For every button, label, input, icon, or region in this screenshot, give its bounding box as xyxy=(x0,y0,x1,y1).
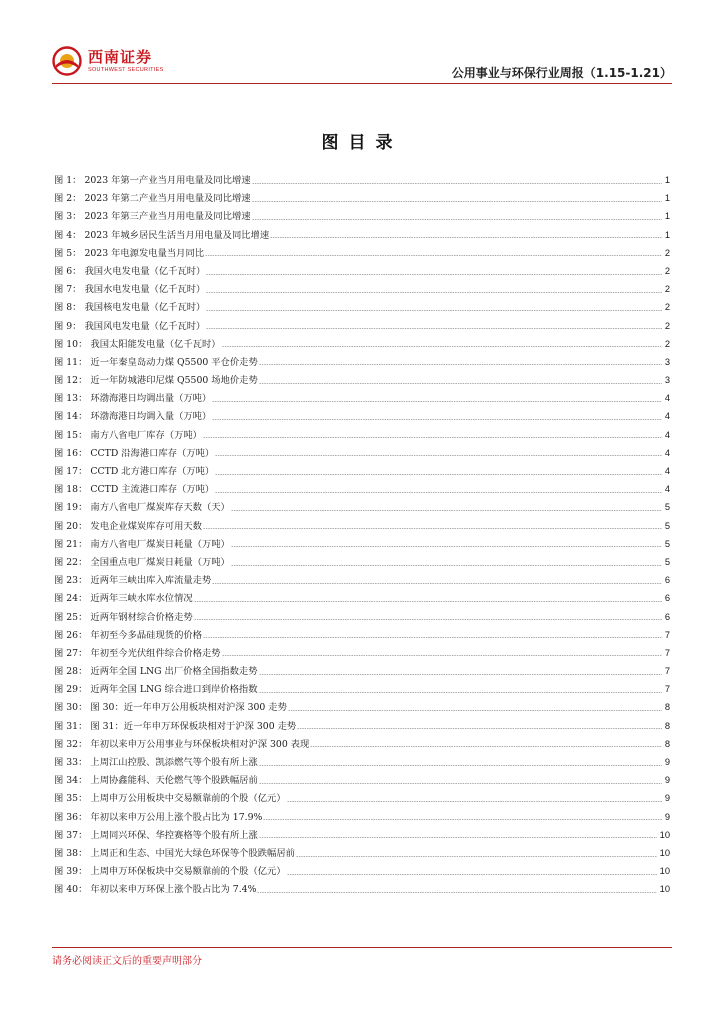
toc-entry[interactable] xyxy=(54,517,670,535)
toc-entry[interactable] xyxy=(54,644,670,662)
toc-dot-leader xyxy=(222,655,662,656)
toc-dot-leader xyxy=(263,819,661,820)
toc-dot-leader xyxy=(287,874,657,875)
toc-entry[interactable] xyxy=(54,608,670,626)
toc-figure-number: 图 16： xyxy=(54,447,88,459)
toc-dot-leader xyxy=(252,183,662,184)
toc-page-number: 4 xyxy=(664,484,670,495)
toc-dot-leader xyxy=(212,583,662,584)
toc-entry[interactable] xyxy=(54,589,670,607)
toc-figure-title: 我国太阳能发电量（亿千瓦时） xyxy=(90,338,221,350)
toc-figure-title: 发电企业煤炭库存可用天数 xyxy=(90,520,202,532)
toc-dot-leader xyxy=(257,892,656,893)
toc-entry[interactable] xyxy=(54,844,670,862)
toc-dot-leader xyxy=(231,510,662,511)
toc-figure-title: 我国风电发电量（亿千瓦时） xyxy=(84,320,206,332)
toc-figure-number: 图 24： xyxy=(54,593,88,605)
toc-figure-number: 图 18： xyxy=(54,484,88,496)
toc-figure-number: 图 2： xyxy=(54,193,82,205)
toc-figure-number: 图 39： xyxy=(54,866,88,878)
toc-dot-leader xyxy=(203,528,662,529)
toc-figure-number: 图 38： xyxy=(54,847,88,859)
toc-entry[interactable] xyxy=(54,753,670,771)
toc-figure-title: 近两年全国 LNG 出厂价格全国指数走势 xyxy=(90,666,258,678)
toc-entry[interactable] xyxy=(54,553,670,571)
toc-page-number: 5 xyxy=(664,502,670,513)
toc-figure-title: 上周申万环保板块中交易额靠前的个股（亿元） xyxy=(90,866,286,878)
toc-page-number: 1 xyxy=(664,229,670,240)
toc-figure-number: 图 8： xyxy=(54,302,82,314)
toc-figure-title: 南方八省电厂煤炭日耗量（万吨） xyxy=(90,538,230,550)
toc-entry[interactable] xyxy=(54,226,670,244)
logo-chinese-name: 西南证券 xyxy=(88,47,153,66)
toc-figure-title: 近两年三峡水库水位情况 xyxy=(90,593,193,605)
toc-figure-number: 图 1： xyxy=(54,175,82,186)
toc-page-number: 6 xyxy=(664,611,670,622)
toc-entry[interactable] xyxy=(54,207,670,225)
toc-entry[interactable] xyxy=(54,735,670,753)
toc-figure-title: 图 30：近一年申万公用板块相对沪深 300 走势 xyxy=(90,702,287,714)
toc-dot-leader xyxy=(206,310,661,311)
toc-entry[interactable] xyxy=(54,317,670,335)
company-logo xyxy=(52,44,164,78)
toc-figure-number: 图 6： xyxy=(54,265,82,277)
toc-entry[interactable] xyxy=(54,189,670,207)
footer-disclaimer: 请务必阅读正文后的重要声明部分 xyxy=(52,956,202,967)
toc-figure-title: CCTD 北方港口库存（万吨） xyxy=(90,466,215,477)
toc-figure-title: 年初至今多晶硅现货的价格 xyxy=(90,629,202,641)
toc-entry[interactable] xyxy=(54,353,670,371)
toc-entry[interactable] xyxy=(54,371,670,389)
toc-page-number: 5 xyxy=(664,556,670,567)
toc-figure-number: 图 34： xyxy=(54,775,88,787)
toc-entry[interactable] xyxy=(54,626,670,644)
toc-dot-leader xyxy=(203,637,662,638)
toc-dot-leader xyxy=(231,565,662,566)
toc-page-number: 10 xyxy=(659,866,670,877)
toc-page-number: 8 xyxy=(664,720,670,731)
toc-dot-leader xyxy=(296,856,657,857)
toc-dot-leader xyxy=(206,292,661,293)
toc-figure-title: 上周申万公用板块中交易额靠前的个股（亿元） xyxy=(90,793,286,805)
toc-figure-title: CCTD 主流港口库存（万吨） xyxy=(90,484,215,496)
toc-figure-number: 图 7： xyxy=(54,284,82,296)
toc-entry[interactable] xyxy=(54,789,670,807)
toc-page-number: 2 xyxy=(664,302,670,313)
toc-dot-leader xyxy=(259,692,662,693)
toc-figure-title: CCTD 沿海港口库存（万吨） xyxy=(90,447,215,459)
toc-entry[interactable] xyxy=(54,680,670,698)
toc-figure-number: 图 29： xyxy=(54,684,88,696)
toc-page-number: 6 xyxy=(664,593,670,604)
toc-figure-title: 我国核电发电量（亿千瓦时） xyxy=(84,302,206,314)
toc-dot-leader xyxy=(206,328,661,329)
report-header-title: 公用事业与环保行业周报（1.15-1.21） xyxy=(451,66,672,80)
toc-figure-number: 图 17： xyxy=(54,466,88,477)
toc-dot-leader xyxy=(212,401,662,402)
toc-page-number: 5 xyxy=(664,538,670,549)
logo-wordmark xyxy=(88,49,164,74)
toc-figure-title: 我国水电发电量（亿千瓦时） xyxy=(84,284,206,296)
toc-entry[interactable] xyxy=(54,280,670,298)
toc-dot-leader xyxy=(288,710,662,711)
toc-dot-leader xyxy=(231,546,662,547)
toc-figure-number: 图 5： xyxy=(54,247,82,259)
figure-table-of-contents xyxy=(54,171,670,899)
toc-page-number: 4 xyxy=(664,466,670,476)
logo-english-name: SOUTHWEST SECURITIES xyxy=(88,66,164,73)
toc-page-number: 5 xyxy=(664,520,670,531)
toc-figure-number: 图 36： xyxy=(54,811,88,823)
toc-entry[interactable] xyxy=(54,880,670,898)
toc-entry[interactable] xyxy=(54,826,670,844)
toc-figure-title: 年初以来申万公用上涨个股占比为 17.9% xyxy=(90,811,263,823)
toc-figure-title: 年初以来申万环保上涨个股占比为 7.4% xyxy=(90,884,257,896)
toc-entry[interactable] xyxy=(54,808,670,826)
toc-figure-number: 图 23： xyxy=(54,575,88,587)
toc-figure-title: 南方八省电厂库存（万吨） xyxy=(90,429,202,441)
toc-figure-number: 图 9： xyxy=(54,320,82,332)
toc-page-number: 2 xyxy=(664,320,670,331)
toc-entry[interactable] xyxy=(54,662,670,680)
toc-figure-title: 2023 年城乡居民生活当月用电量及同比增速 xyxy=(84,229,270,241)
toc-dot-leader xyxy=(259,364,662,365)
toc-figure-number: 图 13： xyxy=(54,393,88,405)
toc-entry[interactable] xyxy=(54,171,670,189)
toc-dot-leader xyxy=(215,474,662,475)
toc-entry[interactable] xyxy=(54,571,670,589)
toc-page-number: 2 xyxy=(664,338,670,349)
toc-dot-leader xyxy=(259,837,657,838)
toc-entry[interactable] xyxy=(54,444,670,462)
toc-page-number: 3 xyxy=(664,375,670,386)
toc-figure-number: 图 4： xyxy=(54,229,82,241)
toc-figure-number: 图 37： xyxy=(54,829,88,841)
toc-figure-number: 图 32： xyxy=(54,738,88,750)
toc-page-number: 9 xyxy=(664,757,670,767)
toc-figure-number: 图 15： xyxy=(54,429,88,441)
toc-figure-title: 环渤海港日均调入量（万吨） xyxy=(90,411,212,423)
toc-entry[interactable] xyxy=(54,698,670,716)
toc-figure-number: 图 20： xyxy=(54,520,88,532)
toc-page-number: 9 xyxy=(664,793,670,804)
toc-figure-number: 图 21： xyxy=(54,538,88,550)
toc-figure-title: 年初以来申万公用事业与环保板块相对沪深 300 表现 xyxy=(90,738,310,750)
toc-figure-title: 近一年防城港印尼煤 Q5500 场地价走势 xyxy=(90,375,258,387)
toc-page-number: 1 xyxy=(664,193,670,204)
toc-dot-leader xyxy=(252,219,662,220)
toc-dot-leader xyxy=(310,746,662,747)
toc-figure-number: 图 27： xyxy=(54,647,88,659)
toc-figure-number: 图 3： xyxy=(54,211,82,223)
toc-entry[interactable] xyxy=(54,771,670,789)
toc-entry[interactable] xyxy=(54,244,670,262)
toc-dot-leader xyxy=(287,801,662,802)
toc-figure-title: 近两年全国 LNG 综合进口到岸价格指数 xyxy=(90,684,258,696)
page-title: 图目录 xyxy=(321,133,403,153)
toc-figure-title: 上周协鑫能科、天伦燃气等个股跌幅居前 xyxy=(90,775,258,787)
toc-page-number: 2 xyxy=(664,284,670,295)
toc-figure-title: 全国重点电厂煤炭日耗量（万吨） xyxy=(90,556,230,568)
toc-figure-title: 近两年三峡出库入库流量走势 xyxy=(90,575,212,587)
toc-dot-leader xyxy=(194,601,662,602)
toc-dot-leader xyxy=(259,765,662,766)
toc-figure-title: 上周同兴环保、华控赛格等个股有所上涨 xyxy=(90,829,258,841)
toc-dot-leader xyxy=(194,619,662,620)
toc-figure-title: 2023 年第二产业当月用电量及同比增速 xyxy=(84,193,251,205)
toc-figure-number: 图 30： xyxy=(54,702,88,714)
toc-figure-number: 图 10： xyxy=(54,338,88,350)
toc-figure-number: 图 35： xyxy=(54,793,88,805)
toc-dot-leader xyxy=(297,728,662,729)
toc-entry[interactable] xyxy=(54,407,670,425)
toc-figure-number: 图 25： xyxy=(54,611,88,623)
toc-entry[interactable] xyxy=(54,717,670,735)
toc-page-number: 1 xyxy=(664,211,670,222)
toc-figure-number: 图 22： xyxy=(54,556,88,568)
toc-figure-number: 图 14： xyxy=(54,411,88,423)
toc-figure-title: 年初至今光伏组件综合价格走势 xyxy=(90,647,221,659)
toc-figure-number: 图 33： xyxy=(54,757,88,768)
toc-entry[interactable] xyxy=(54,335,670,353)
toc-dot-leader xyxy=(259,383,662,384)
toc-figure-number: 图 19： xyxy=(54,502,88,514)
toc-dot-leader xyxy=(212,419,662,420)
toc-figure-title: 2023 年第一产业当月用电量及同比增速 xyxy=(84,175,251,186)
toc-page-number: 2 xyxy=(664,265,670,276)
header-divider xyxy=(52,83,672,84)
toc-page-number: 8 xyxy=(664,738,670,749)
toc-dot-leader xyxy=(205,255,662,256)
toc-page-number: 4 xyxy=(664,393,670,404)
toc-figure-title: 近一年秦皇岛动力煤 Q5500 平仓价走势 xyxy=(90,356,258,368)
toc-figure-title: 近两年钢材综合价格走势 xyxy=(90,611,193,623)
toc-dot-leader xyxy=(259,674,662,675)
southwest-securities-logo-icon xyxy=(52,46,82,76)
toc-dot-leader xyxy=(203,437,662,438)
toc-dot-leader xyxy=(252,201,662,202)
toc-page-number: 6 xyxy=(664,575,670,586)
toc-figure-title: 南方八省电厂煤炭库存天数（天） xyxy=(90,502,230,514)
toc-entry[interactable] xyxy=(54,462,670,480)
toc-page-number: 9 xyxy=(664,811,670,822)
toc-page-number: 2 xyxy=(664,247,670,258)
toc-dot-leader xyxy=(215,492,662,493)
toc-page-number: 7 xyxy=(664,666,670,677)
toc-page-number: 7 xyxy=(664,684,670,695)
toc-entry[interactable] xyxy=(54,535,670,553)
toc-entry[interactable] xyxy=(54,298,670,316)
toc-page-number: 3 xyxy=(664,356,670,367)
toc-entry[interactable] xyxy=(54,262,670,280)
toc-figure-number: 图 12： xyxy=(54,375,88,387)
toc-entry[interactable] xyxy=(54,426,670,444)
toc-figure-title: 图 31：近一年申万环保板块相对于沪深 300 走势 xyxy=(90,720,297,732)
toc-dot-leader xyxy=(259,783,662,784)
toc-page-number: 1 xyxy=(664,175,670,185)
toc-figure-title: 上周江山控股、凯添燃气等个股有所上涨 xyxy=(90,757,258,768)
toc-page-number: 4 xyxy=(664,411,670,422)
toc-page-number: 8 xyxy=(664,702,670,713)
toc-page-number: 10 xyxy=(659,884,670,895)
toc-entry[interactable] xyxy=(54,862,670,880)
toc-page-number: 10 xyxy=(659,847,670,858)
toc-figure-number: 图 11： xyxy=(54,356,88,368)
toc-figure-title: 2023 年第三产业当月用电量及同比增速 xyxy=(84,211,251,223)
toc-page-number: 4 xyxy=(664,429,670,440)
toc-page-number: 9 xyxy=(664,775,670,786)
toc-page-number: 4 xyxy=(664,447,670,458)
toc-figure-number: 图 26： xyxy=(54,629,88,641)
toc-figure-number: 图 28： xyxy=(54,666,88,678)
toc-entry[interactable] xyxy=(54,498,670,516)
footer-divider xyxy=(52,947,672,948)
toc-figure-title: 上周正和生态、中国光大绿色环保等个股跌幅居前 xyxy=(90,847,295,859)
toc-figure-number: 图 31： xyxy=(54,720,88,732)
toc-figure-title: 2023 年电源发电量当月同比 xyxy=(84,247,205,259)
toc-dot-leader xyxy=(206,274,661,275)
toc-entry[interactable] xyxy=(54,389,670,407)
toc-entry[interactable] xyxy=(54,480,670,498)
toc-figure-number: 图 40： xyxy=(54,884,88,896)
toc-dot-leader xyxy=(222,346,662,347)
toc-page-number: 7 xyxy=(664,629,670,640)
toc-figure-title: 环渤海港日均调出量（万吨） xyxy=(90,393,212,405)
toc-page-number: 10 xyxy=(659,829,670,840)
toc-figure-title: 我国火电发电量（亿千瓦时） xyxy=(84,265,206,277)
toc-dot-leader xyxy=(270,237,662,238)
toc-page-number: 7 xyxy=(664,647,670,658)
toc-dot-leader xyxy=(215,455,662,456)
